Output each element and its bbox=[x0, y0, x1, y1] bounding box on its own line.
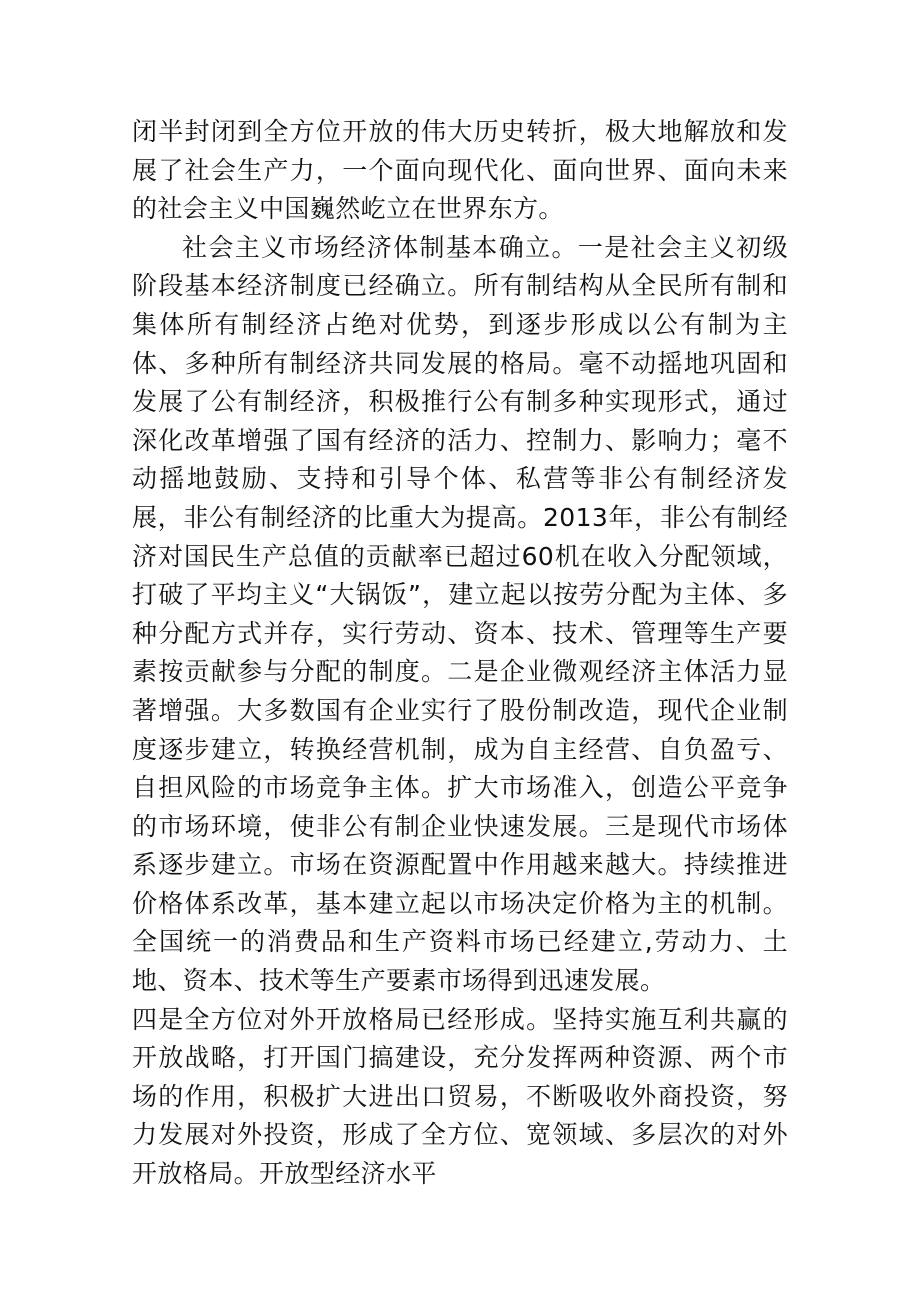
paragraph-opening-up: 四是全方位对外开放格局已经形成。坚持实施互利共赢的开放战略，打开国门搞建设，充分发挥两种资源、两个市场的作用，积极扩大进出口贸易，不断吸收外商投资，努力发展对外投资，形成了全方位、宽领域、多层次的对外开放格局。开放型经济水平 bbox=[132, 1004, 788, 1189]
paragraph-market-economy: 社会主义市场经济体制基本确立。一是社会主义初级阶段基本经济制度已经确立。所有制结构从全民所有制和集体所有制经济占绝对优势，到逐步形成以公有制为主体、多种所有制经济共同发展的格局。毫不动摇地巩固和发展了公有制经济，积极推行公有制多种实现形式，通过深化改革增强了国有经济的活力、控制力、影响力；毫不动摇地鼓励、支持和引导个体、私营等非公有制经济发展，非公有制经济的比重大为提高。2013年，非公有制经济对国民生产总值的贡献率已超过60机在收入分配领域，打破了平均主义“大锅饭”，建立起以按劳分配为主体、多种分配方式并存，实行劳动、资本、技术、管理等生产要素按贡献参与分配的制度。二是企业微观经济主体活力显著增强。大多数国有企业实行了股份制改造，现代企业制度逐步建立，转换经营机制，成为自主经营、自负盈亏、自担风险的市场竞争主体。扩大市场准入，创造公平竞争的市场环境，使非公有制企业快速发展。三是现代市场体系逐步建立。市场在资源配置中作用越来越大。持续推进价格体系改革，基本建立起以市场决定价格为主的机制。全国统一的消费品和生产资料市场已经建立,劳动力、土地、资本、技术等生产要素市场得到迅速发展。 bbox=[132, 232, 788, 996]
paragraph-continuation: 闭半封闭到全方位开放的伟大历史转折，极大地解放和发展了社会生产力，一个面向现代化、面向世界、面向未来的社会主义中国巍然屹立在世界东方。 bbox=[132, 117, 788, 224]
document-body bbox=[132, 113, 788, 1194]
